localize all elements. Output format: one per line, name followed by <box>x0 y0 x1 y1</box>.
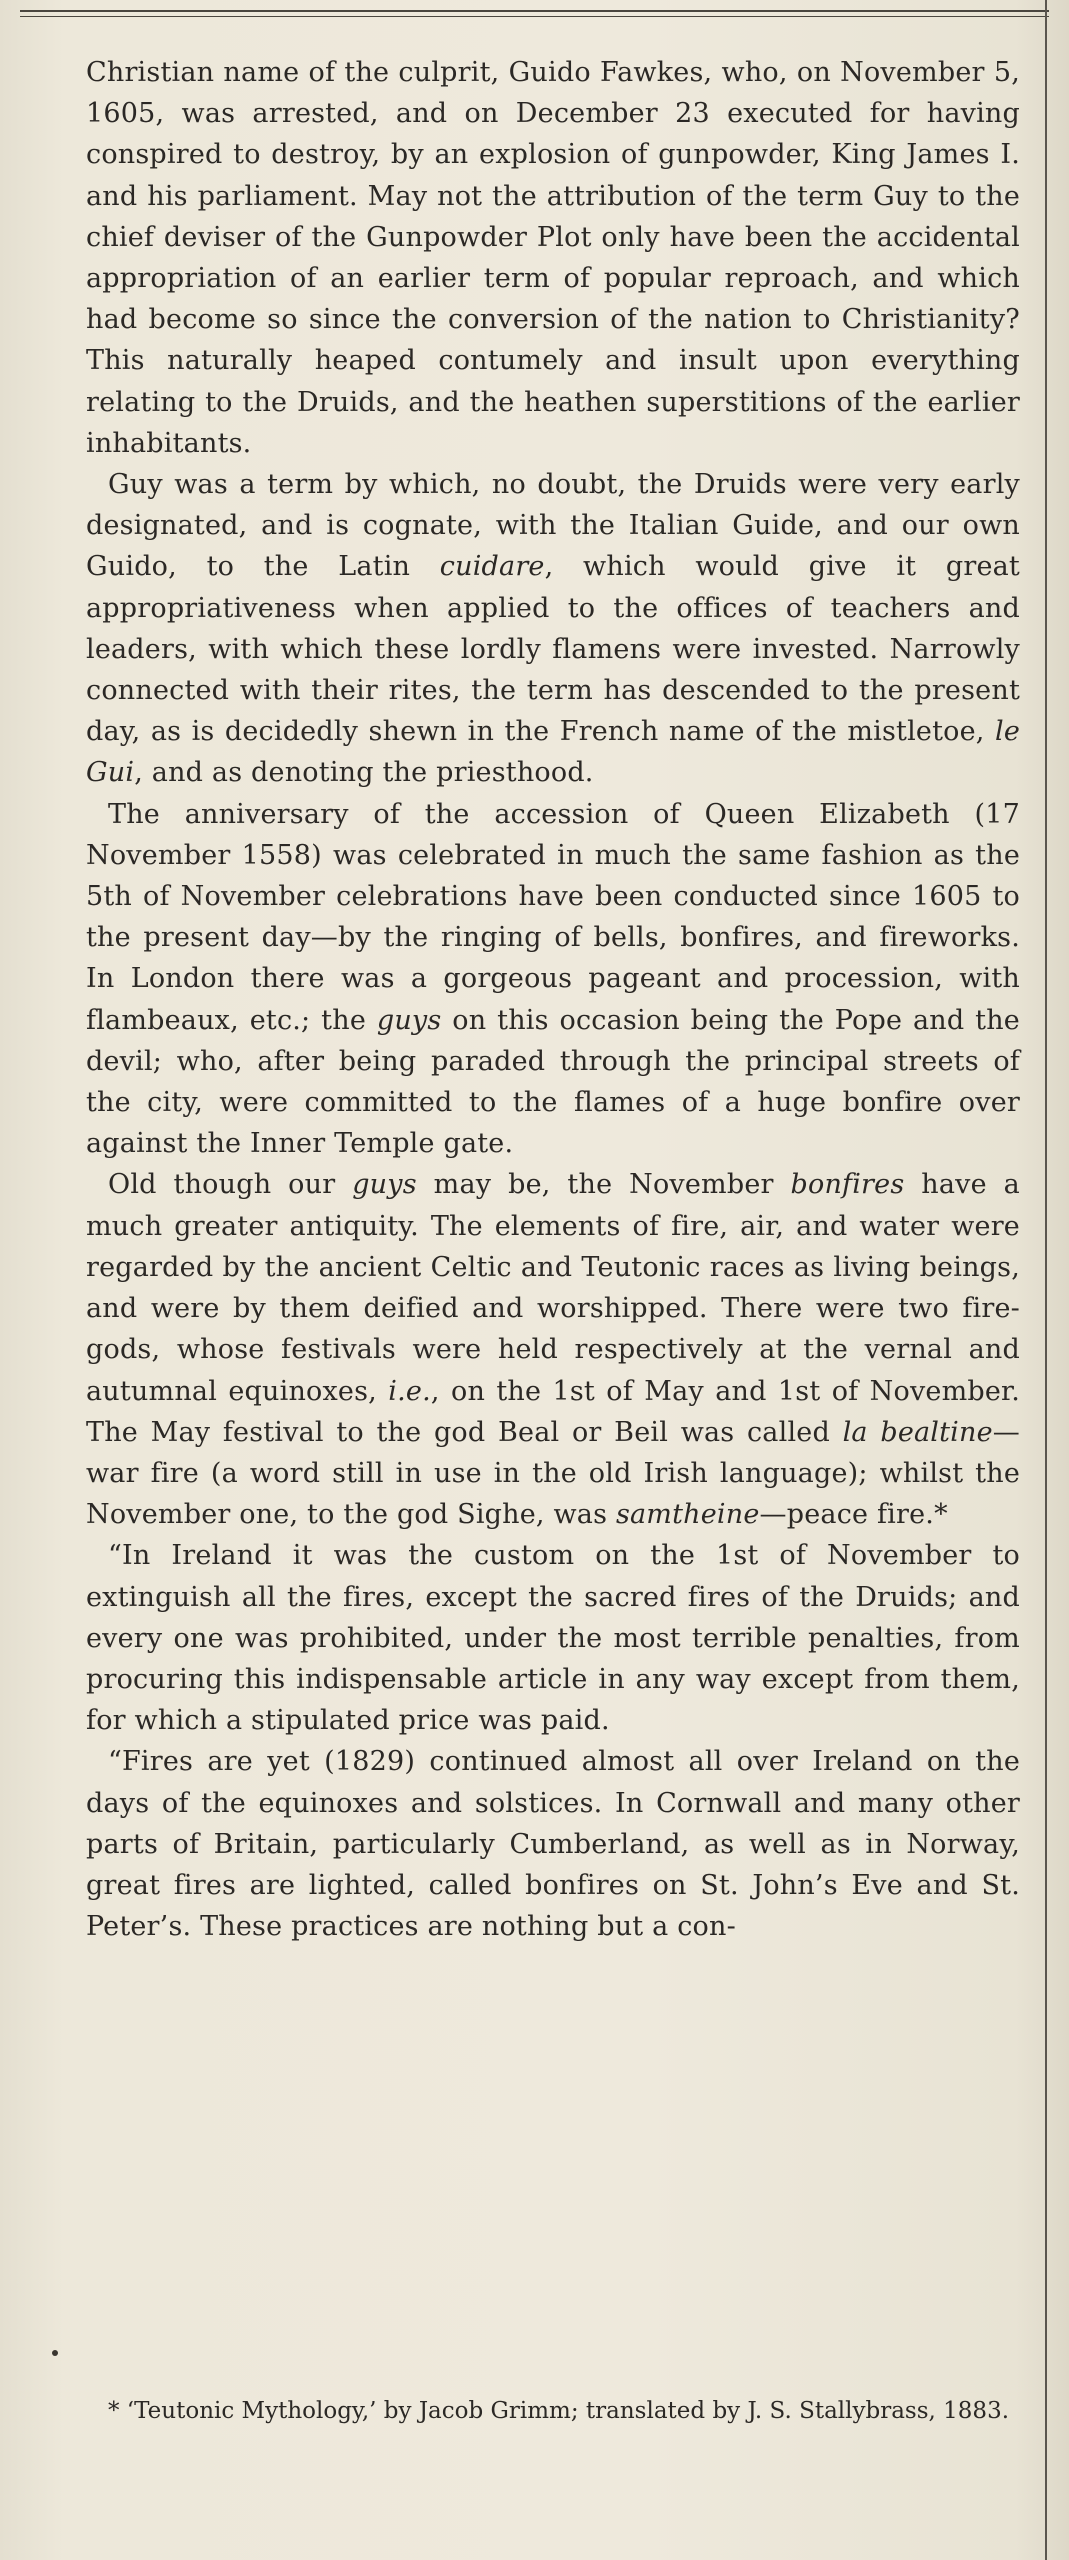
italic-term: la bealtine <box>842 1416 993 1448</box>
italic-term: guys <box>352 1169 417 1201</box>
paragraph: Old though our guys may be, the November bonfires have a much greater antiquity. The elements of fire, air, and water were regarded by the ancient Celtic and Teutonic races as living beings, and were by them deified and worshipped. There were two fire-gods, whose festivals were held respectively at the vernal and autumnal equinoxes, i.e., on the 1st of May and 1st of November. The May festival to the god Beal or Beil was called la bealtine—war fire (a word still in use in the old Irish language); whilst the November one, to the god Sighe, was samtheine—peace fire.* <box>86 1169 1020 1531</box>
italic-term: guys <box>376 1004 442 1036</box>
text-column <box>86 52 1020 1947</box>
italic-term: cuidare <box>439 551 545 583</box>
italic-term: samtheine <box>615 1499 760 1531</box>
paragraph: “Fires are yet (1829) continued almost all over Ireland on the days of the equinoxes and solstices. In Cornwall and many other parts of Britain, particularly Cumberland, as well as in Norway, great fires are lighted, called bonfires on St. John’s Eve and St. Peter’s. These practices are nothing but a con- <box>86 1746 1020 1943</box>
italic-term: i.e. <box>388 1375 431 1407</box>
paragraph: “In Ireland it was the custom on the 1st of November to extinguish all the fires, except the sacred fires of the Druids; and every one was prohibited, under the most terrible penalties, from procuring this indispensable article in any way except from them, for which a stipulated price was paid. <box>86 1540 1020 1737</box>
italic-term: bonfires <box>790 1169 905 1201</box>
margin-mark <box>52 2350 58 2356</box>
column-rule <box>1045 0 1047 2560</box>
paragraph: The anniversary of the accession of Queen Elizabeth (17 November 1558) was celebrated in much the same fashion as the 5th of November celebrations have been conducted since 1605 to the present day—by the ringing of bells, bonfires, and fireworks. In London there was a gorgeous pageant and procession, with flambeaux, etc.; the guys on this occasion being the Pope and the devil; who, after being paraded through the principal streets of the city, were committed to the flames of a huge bonfire over against the Inner Temple gate. <box>86 798 1020 1160</box>
footnote: * ‘Teutonic Mythology,’ by Jacob Grimm; translated by J. S. Stallybrass, 1883. <box>108 2398 1010 2424</box>
paragraph: Christian name of the culprit, Guido Fawkes, who, on November 5, 1605, was arrested, and on December 23 executed for having conspired to destroy, by an explosion of gunpowder, King James I. and his parliament. May not the attribution of the term Guy to the chief deviser of the Gunpowder Plot only have been the accidental appropriation of an earlier term of popular reproach, and which had become so since the conversion of the nation to Christianity? This naturally heaped contumely and insult upon everything relating to the Druids, and the heathen superstitions of the earlier inhabitants. <box>86 57 1020 459</box>
italic-term: le Gui <box>86 716 1020 789</box>
paragraph: Guy was a term by which, no doubt, the Druids were very early designated, and is cognate, with the Italian Guide, and our own Guido, to the Latin cuidare, which would give it great appropriativeness when applied to the offices of teachers and leaders, with which these lordly flamens were invested. Narrowly connected with their rites, the term has descended to the present day, as is decidedly shewn in the French name of the mistletoe, le Gui, and as denoting the priesthood. <box>86 469 1020 789</box>
top-rule <box>20 10 1049 17</box>
